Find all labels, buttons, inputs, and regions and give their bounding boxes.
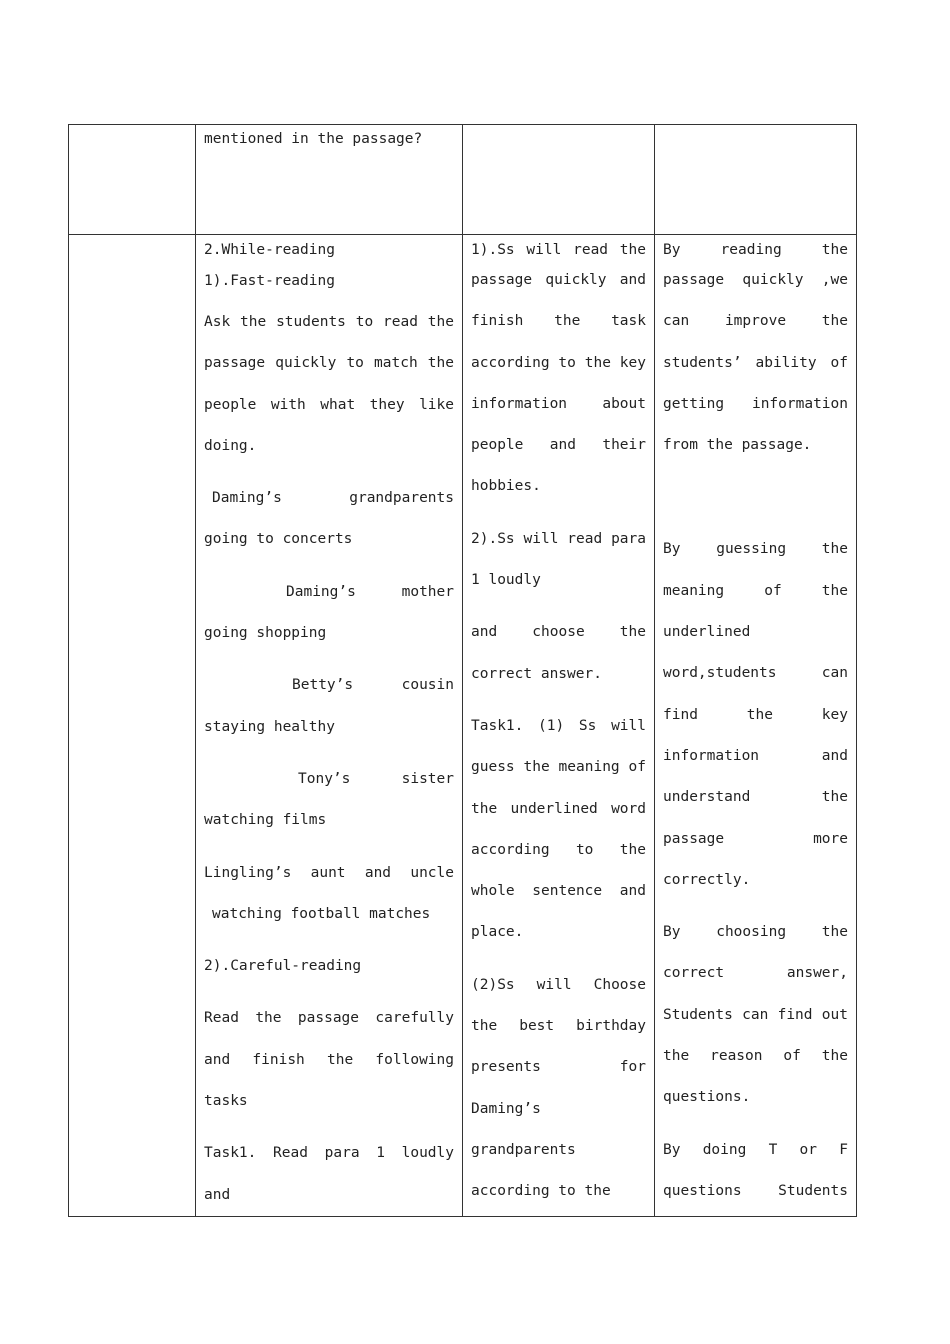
text-line: mentioned in the passage? [204, 131, 423, 147]
text-line: passage quickly ,we [663, 272, 848, 288]
text-line: finish the task [471, 313, 646, 330]
text-line: 1).Ss will read the [471, 242, 646, 258]
text-line: guess the meaning of [471, 759, 646, 776]
text-line: the best birthday [471, 1018, 646, 1035]
text-line: tasks [204, 1093, 248, 1110]
match-person: Daming’s grandparents [212, 490, 454, 507]
text-line: and finish the following [204, 1051, 454, 1068]
subsection-heading: 1).Fast-reading [204, 273, 335, 289]
text-line: Daming’s [471, 1100, 541, 1117]
text-line: according to the [471, 1183, 611, 1200]
cell-step [69, 235, 196, 1217]
subsection-heading: 2).Careful-reading [204, 958, 362, 975]
cell-student-activity [463, 235, 655, 1217]
table-row [69, 125, 857, 235]
match-activity: watching films [204, 812, 327, 829]
text-line: passage quickly and [471, 272, 646, 288]
match-person: Lingling’s aunt and uncle [204, 864, 454, 881]
text-line: getting information [663, 395, 848, 412]
text-line: people with what they like [204, 396, 454, 413]
text-line: according to the key [471, 354, 646, 371]
text-line: underlined [663, 624, 751, 641]
match-activity: going to concerts [204, 531, 353, 548]
text-line: 1 loudly [471, 572, 541, 589]
text-line: information and [663, 747, 848, 764]
match-activity: staying healthy [204, 718, 335, 735]
text-line: word,students can [663, 665, 848, 682]
text-line: Read the passage carefully [204, 1010, 454, 1027]
text-line: place. [471, 924, 524, 941]
text-line: students’ ability of [663, 354, 848, 371]
text-line: By reading the [663, 242, 848, 258]
text-line: questions. [663, 1089, 751, 1106]
text-line: (2)Ss will Choose [471, 976, 646, 993]
text-line: By choosing the [663, 924, 848, 941]
table-row [69, 235, 857, 1217]
text-line: from the passage. [663, 437, 812, 454]
text-line: Task1. Read para 1 loudly and [204, 1145, 454, 1203]
text-line: correctly. [663, 871, 751, 888]
text-line: correct answer. [471, 665, 602, 682]
text-line: the reason of the [663, 1048, 848, 1065]
cell-step [69, 125, 196, 235]
text-line: grandparents [471, 1141, 576, 1158]
text-line: whole sentence and [471, 883, 646, 900]
text-line: people and their [471, 437, 646, 454]
cell-teacher-activity [196, 235, 463, 1217]
cell-student-activity [463, 125, 655, 235]
text-line: doing. [204, 437, 257, 454]
text-line: presents for [471, 1059, 646, 1076]
match-person: Betty’s cousin [292, 677, 454, 694]
text-line: hobbies. [471, 478, 541, 495]
text-line: find the key [663, 706, 848, 723]
text-line: the underlined word [471, 800, 646, 817]
text-line: By guessing the [663, 541, 848, 558]
text-line: correct answer, [663, 965, 848, 982]
lesson-plan-table [68, 124, 857, 1217]
text-line: according to the [471, 841, 646, 858]
match-person: Daming’s mother [286, 583, 454, 600]
text-line: meaning of the [663, 582, 848, 599]
text-line: Task1. (1) Ss will [471, 717, 646, 734]
text-line: understand the [663, 789, 848, 806]
cell-teacher-activity [196, 125, 463, 235]
text-line: Students can find out [663, 1006, 848, 1023]
text-line: questions Students [663, 1182, 848, 1199]
text-line: can improve the [663, 313, 848, 330]
match-activity: watching football matches [212, 905, 431, 922]
text-line: By doing T or F [663, 1141, 848, 1158]
text-line: and choose the [471, 624, 646, 641]
text-line: passage quickly to match the [204, 355, 454, 372]
match-person: Tony’s sister [298, 770, 454, 787]
section-heading: 2.While-reading [204, 242, 335, 258]
text-line: Ask the students to read the [204, 314, 454, 330]
cell-purpose [655, 235, 857, 1217]
text-line: passage more [663, 830, 848, 847]
text-line: 2).Ss will read para [471, 530, 646, 547]
text-line: information about [471, 395, 646, 412]
cell-purpose [655, 125, 857, 235]
match-activity: going shopping [204, 625, 327, 642]
